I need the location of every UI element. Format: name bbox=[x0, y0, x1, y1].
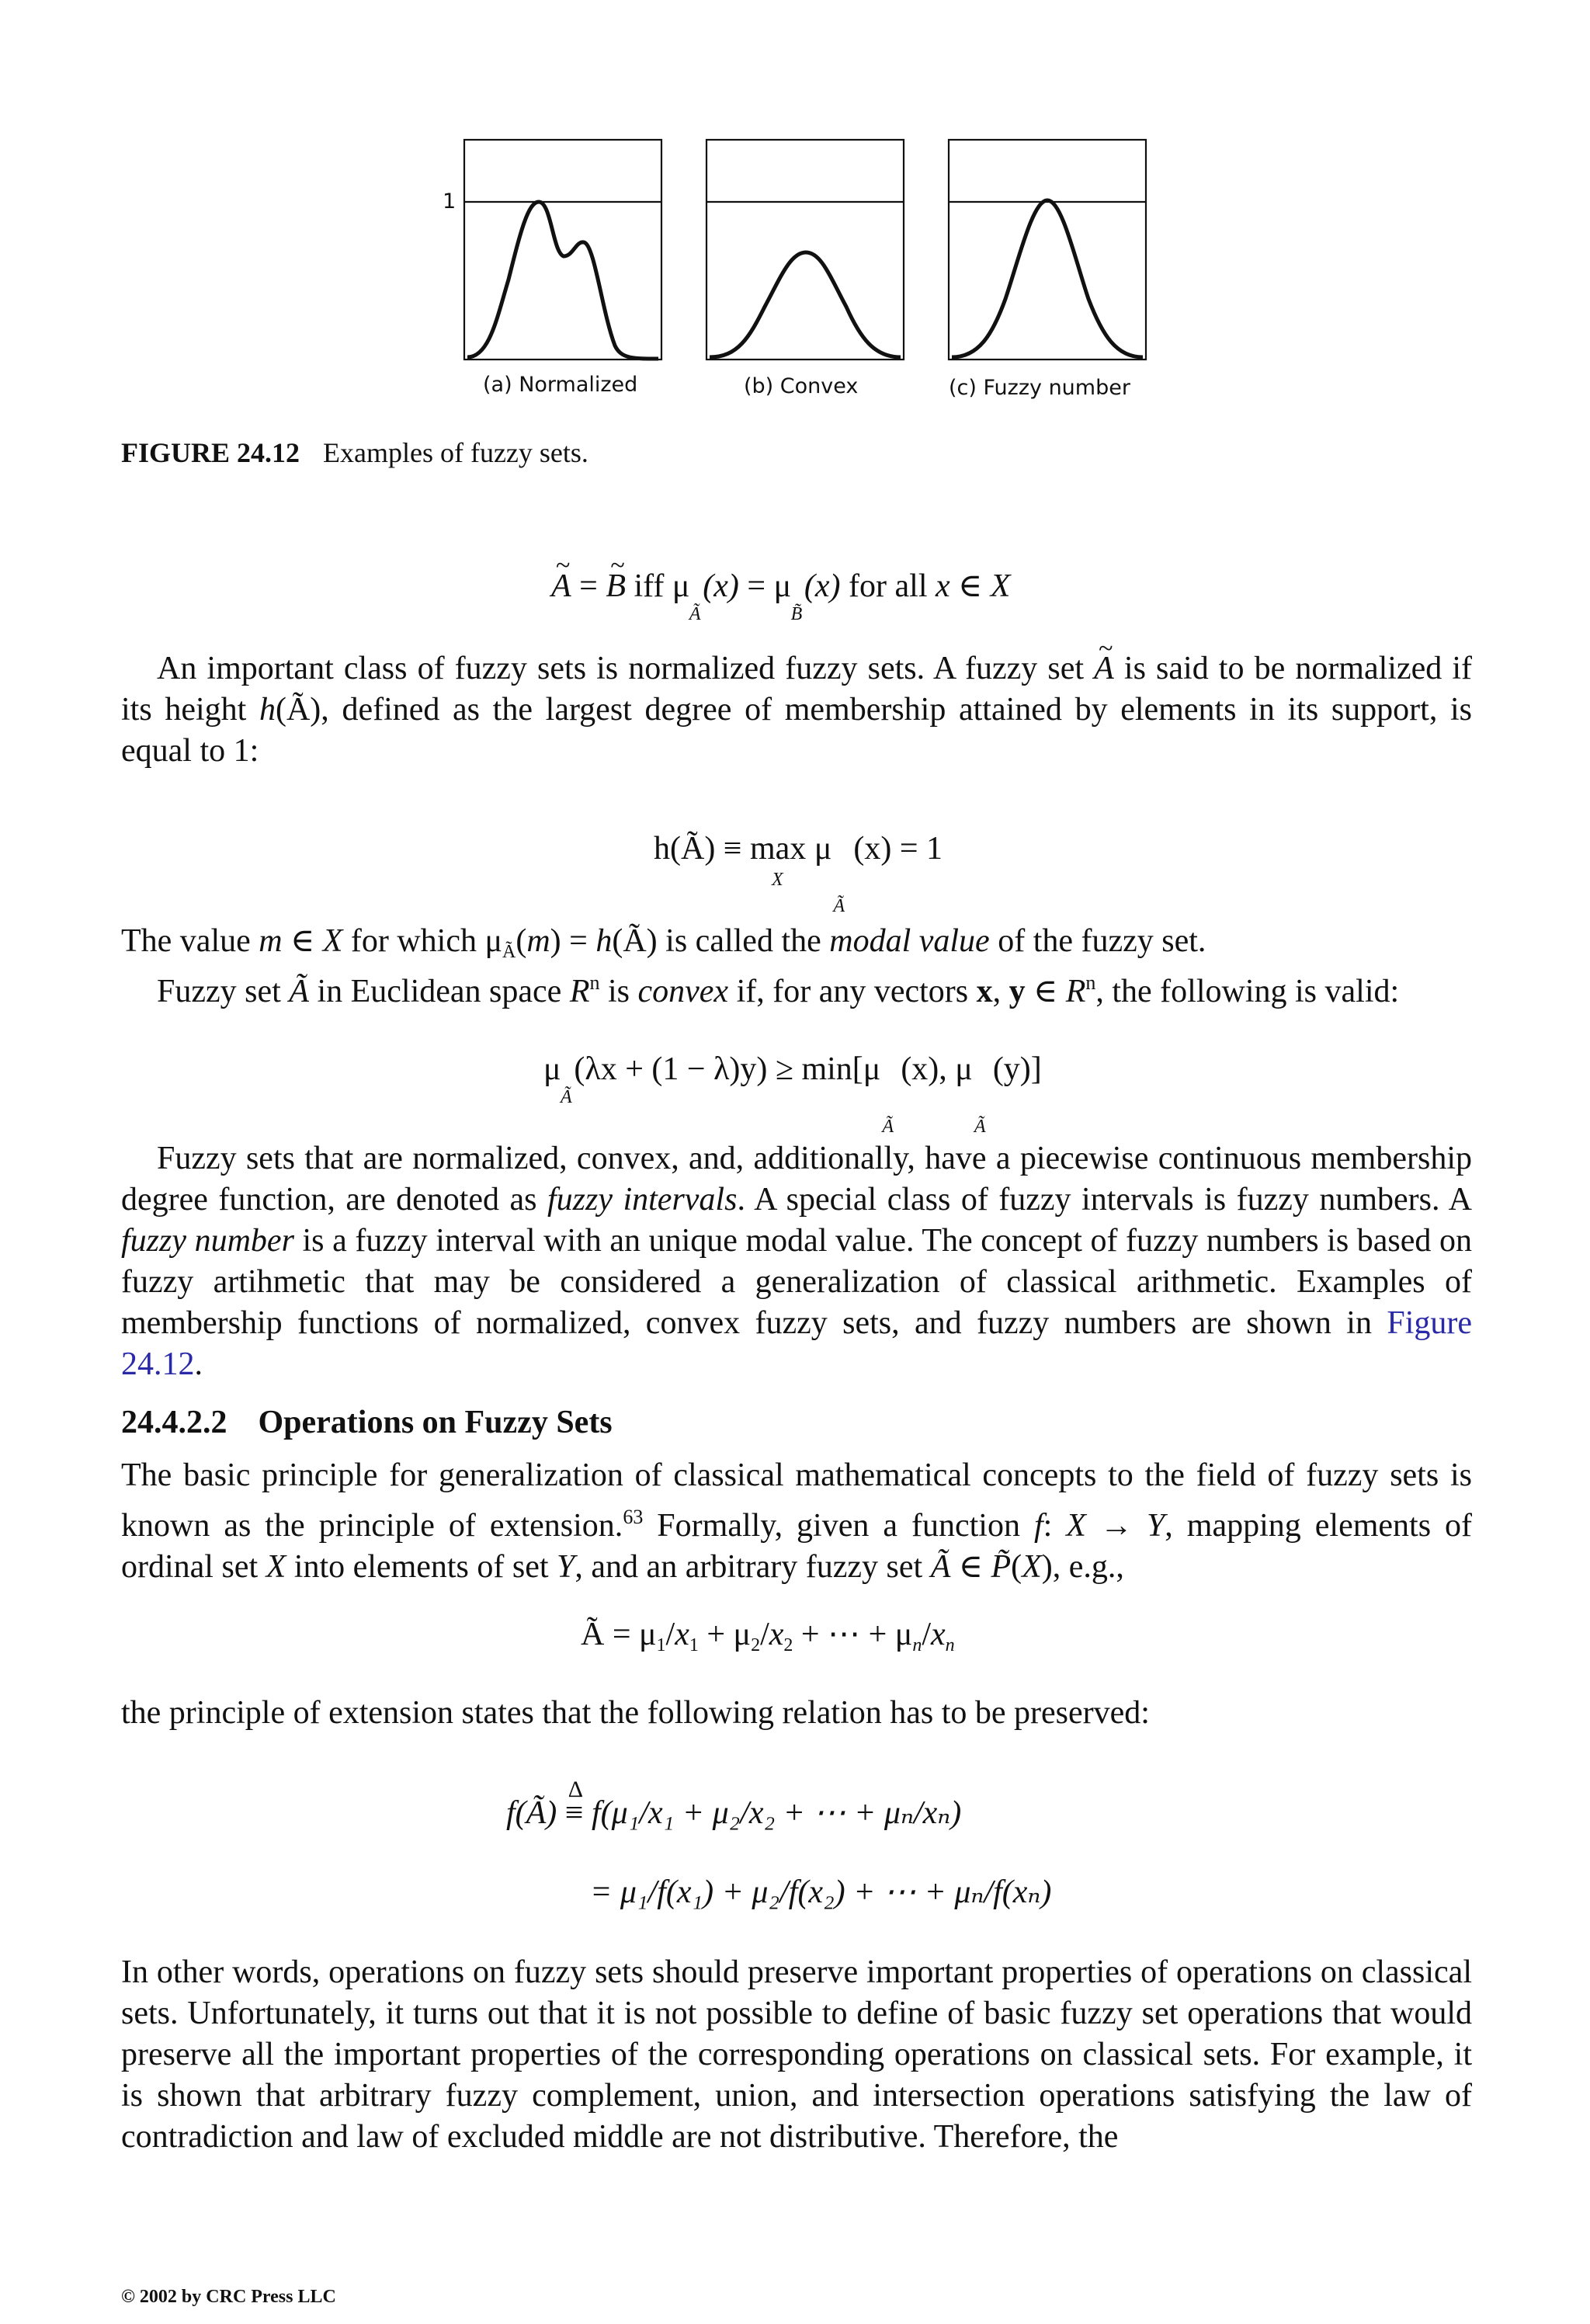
panel-c-label: (c) Fuzzy number bbox=[949, 376, 1130, 400]
equation-extension-line-1: f(Ã) Δ ≡ f(μ₁/x₁ + μ₂/x₂ + ⋯ + μₙ/xₙ) bbox=[506, 1777, 962, 1831]
panel-normalized bbox=[464, 140, 661, 360]
panel-a-label: (a) Normalized bbox=[483, 373, 638, 397]
panel-fuzzy-number bbox=[949, 140, 1146, 360]
paragraph-convex: Fuzzy set Ã in Euclidean space $R^n$ is convex if, for any vectors x, y ∈ $R^n$, the following is valid: bbox=[157, 971, 1400, 1009]
paragraph-normalized: An important class of fuzzy sets is normalized fuzzy sets. A fuzzy set ~ A is said to be normalized if its height h(Ã), defined as the largest degree of membership attained by elements in its support, is equal to 1: bbox=[121, 648, 1472, 772]
equation-equality: ~ A = ~ B iff μ Ã (x) = μ B̃ (x) for all x ∈ X bbox=[551, 567, 1010, 606]
fuzzy-sets-figure bbox=[435, 132, 1165, 373]
section-number: 24.4.2.2 bbox=[121, 1405, 227, 1440]
paragraph-modal-value: The value m ∈ X for which $\mu_Ã(m)$ = h(Ã) is called the modal value of the fuzzy set. bbox=[121, 923, 1206, 962]
reference-63: 63 bbox=[623, 1506, 644, 1528]
paragraph-extension-principle: The basic principle for generalization of classical mathematical concepts to the field of fuzzy sets is known as the principle of extension.$^{63}$ Formally, given a function f: X → Y, mapping elements of ordinal set X into elements of set Y, and an arbitrary fuzzy set Ã ∈ P̃(X), e.g., bbox=[121, 1457, 1473, 1585]
panel-convex bbox=[706, 140, 904, 360]
paragraph-fuzzy-intervals: Fuzzy sets that are normalized, convex, and, additionally, have a piecewise continuous membership degree function, are denoted as fuzzy intervals. A special class of fuzzy intervals is fuzzy numbers. A fuzzy number is a fuzzy interval with an unique modal value. The concept of fuzzy numbers is based on fuzzy artihmetic that may be considered a generalization of classical arithmetic. Examples of membership functions of normalized, convex fuzzy sets, and fuzzy numbers are shown in Figure 24.12. bbox=[121, 1141, 1472, 1382]
section-heading bbox=[121, 1404, 613, 1441]
caption-number: FIGURE 24.12 bbox=[121, 437, 300, 468]
panel-b-label: (b) Convex bbox=[744, 374, 859, 398]
figure-caption bbox=[121, 436, 588, 469]
equation-height: h(Ã) ≡ max X μ Ã (x) = 1 bbox=[654, 831, 943, 916]
equation-extension-line-2: = μ₁/f(x₁) + μ₂/f(x₂) + ⋯ + μₙ/f(xₙ) bbox=[590, 1874, 1052, 1910]
section-title: Operations on Fuzzy Sets bbox=[258, 1405, 613, 1440]
copyright-footer: © 2002 by CRC Press LLC bbox=[121, 2287, 336, 2307]
equation-convexity: μ Ã (λx + (1 − λ)y) ≥ min[μ Ã (x), μ Ã (y)] bbox=[543, 1051, 1042, 1137]
caption-text: Examples of fuzzy sets. bbox=[323, 437, 588, 468]
paragraph-extension-relation: the principle of extension states that the following relation has to be preserved: bbox=[121, 1695, 1150, 1731]
paragraph-operations: In other words, operations on fuzzy sets should preserve important properties of operations on classical sets. Unfortunately, it turns out that it is not possible to define of basic fuzzy set operations that would preserve all the important properties of the corresponding operations on classical sets. For example, it is shown that arbitrary fuzzy complement, union, and intersection operations satisfying the law of contradiction and law of excluded middle are not distributive. Therefore, the bbox=[121, 1954, 1472, 2155]
y-tick-label: 1 bbox=[443, 189, 457, 214]
equation-fuzzy-set-notation: Ã = $\mu_1/x_1 + \mu_2/x_2$ + ⋯ + $\mu_n/x_n$ bbox=[581, 1617, 955, 1655]
figure-24-12-link[interactable]: Figure 24.12 bbox=[121, 1305, 1472, 1382]
